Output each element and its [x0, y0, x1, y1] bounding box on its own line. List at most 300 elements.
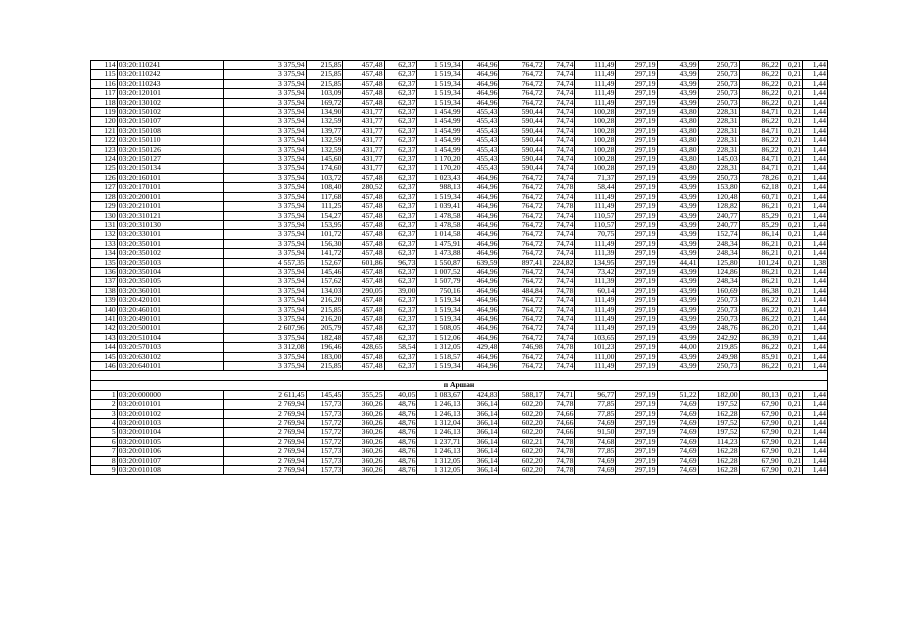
value-cell: 297,19: [616, 155, 657, 164]
value-cell: 62,37: [384, 183, 417, 192]
value-cell: 764,72: [499, 79, 544, 88]
cadastral-code-cell: 03:20:360101: [117, 286, 224, 295]
cadastral-code-cell: 03:20:110241: [117, 61, 224, 70]
value-cell: 43,99: [657, 220, 698, 229]
value-cell: 764,72: [499, 98, 544, 107]
value-cell: 464,96: [462, 314, 499, 323]
cadastral-code-cell: 03:20:510104: [117, 333, 224, 342]
value-cell: 48,76: [384, 466, 417, 475]
value-cell: 457,48: [343, 230, 384, 239]
value-cell: 71,37: [575, 173, 616, 182]
value-cell: 74,74: [544, 98, 575, 107]
value-cell: 157,73: [306, 466, 343, 475]
value-cell: 48,76: [384, 409, 417, 418]
value-cell: 215,85: [306, 362, 343, 371]
table-row: [91, 277, 828, 286]
value-cell: 1 312,04: [417, 419, 462, 428]
value-cell: 73,42: [575, 267, 616, 276]
value-cell: 86,22: [739, 70, 780, 79]
value-cell: 297,19: [616, 192, 657, 201]
value-cell: 1 237,71: [417, 437, 462, 446]
value-cell: 228,31: [698, 136, 739, 145]
value-cell: 0,21: [780, 98, 803, 107]
value-cell: 0,21: [780, 136, 803, 145]
value-cell: 355,25: [343, 390, 384, 399]
value-cell: 297,19: [616, 362, 657, 371]
value-cell: 134,90: [306, 108, 343, 117]
value-cell: 84,71: [739, 108, 780, 117]
value-cell: 74,74: [544, 296, 575, 305]
value-cell: 431,77: [343, 155, 384, 164]
cadastral-code-cell: 03:20:010104: [117, 428, 224, 437]
value-cell: 86,39: [739, 333, 780, 342]
table-row: [91, 249, 828, 258]
value-cell: 43,80: [657, 108, 698, 117]
value-cell: 457,48: [343, 296, 384, 305]
value-cell: 0,21: [780, 164, 803, 173]
table-row: [91, 211, 828, 220]
row-number-cell: 6: [91, 437, 118, 446]
value-cell: 62,37: [384, 136, 417, 145]
value-cell: 1,44: [803, 61, 828, 70]
row-number-cell: 9: [91, 466, 118, 475]
table-row: [91, 428, 828, 437]
value-cell: 297,19: [616, 202, 657, 211]
value-cell: 764,72: [499, 277, 544, 286]
value-cell: 0,21: [780, 239, 803, 248]
value-cell: 764,72: [499, 305, 544, 314]
value-cell: 602,20: [499, 456, 544, 465]
value-cell: 48,76: [384, 447, 417, 456]
value-cell: 1 246,13: [417, 447, 462, 456]
value-cell: 602,20: [499, 419, 544, 428]
value-cell: 1 519,34: [417, 70, 462, 79]
value-cell: 228,31: [698, 145, 739, 154]
value-cell: 464,96: [462, 362, 499, 371]
value-cell: 360,26: [343, 447, 384, 456]
value-cell: 297,19: [616, 173, 657, 182]
cadastral-code-cell: 03:20:130102: [117, 98, 224, 107]
value-cell: 639,59: [462, 258, 499, 267]
value-cell: 43,99: [657, 202, 698, 211]
table-row: [91, 324, 828, 333]
value-cell: 205,79: [306, 324, 343, 333]
value-cell: 86,20: [739, 324, 780, 333]
value-cell: 132,59: [306, 117, 343, 126]
value-cell: 62,37: [384, 126, 417, 135]
row-number-cell: 146: [91, 362, 118, 371]
value-cell: 197,52: [698, 419, 739, 428]
value-cell: 1,44: [803, 117, 828, 126]
row-number-cell: 116: [91, 79, 118, 88]
value-cell: 290,05: [343, 286, 384, 295]
value-cell: 1,44: [803, 267, 828, 276]
value-cell: 85,29: [739, 211, 780, 220]
value-cell: 297,19: [616, 343, 657, 352]
value-cell: 74,74: [544, 333, 575, 342]
blank-row: [91, 371, 828, 380]
value-cell: 74,68: [575, 437, 616, 446]
table-row: [91, 145, 828, 154]
value-cell: 3 375,94: [224, 192, 306, 201]
value-cell: 111,49: [575, 70, 616, 79]
value-cell: 110,57: [575, 211, 616, 220]
value-cell: 366,14: [462, 456, 499, 465]
value-cell: 100,28: [575, 108, 616, 117]
cadastral-code-cell: 03:20:420101: [117, 296, 224, 305]
cadastral-code-cell: 03:20:010101: [117, 400, 224, 409]
value-cell: 366,14: [462, 437, 499, 446]
value-cell: 297,19: [616, 239, 657, 248]
value-cell: 182,00: [698, 390, 739, 399]
cadastral-code-cell: 03:20:110242: [117, 70, 224, 79]
value-cell: 464,96: [462, 220, 499, 229]
cadastral-code-cell: 03:20:460101: [117, 305, 224, 314]
cadastral-code-cell: 03:20:150127: [117, 155, 224, 164]
value-cell: 1,44: [803, 183, 828, 192]
value-cell: 764,72: [499, 249, 544, 258]
value-cell: 62,37: [384, 296, 417, 305]
value-cell: 91,50: [575, 428, 616, 437]
value-cell: 111,49: [575, 239, 616, 248]
value-cell: 62,37: [384, 108, 417, 117]
value-cell: 67,90: [739, 447, 780, 456]
value-cell: 602,20: [499, 400, 544, 409]
value-cell: 86,22: [739, 314, 780, 323]
value-cell: 0,21: [780, 296, 803, 305]
value-cell: 117,68: [306, 192, 343, 201]
value-cell: 162,28: [698, 409, 739, 418]
value-cell: 60,14: [575, 286, 616, 295]
value-cell: 1 518,57: [417, 352, 462, 361]
value-cell: 3 375,94: [224, 249, 306, 258]
value-cell: 74,69: [657, 400, 698, 409]
cadastral-code-cell: 03:20:010102: [117, 409, 224, 418]
value-cell: 297,19: [616, 400, 657, 409]
cadastral-code-cell: 03:20:200101: [117, 192, 224, 201]
value-cell: 0,21: [780, 61, 803, 70]
value-cell: 108,40: [306, 183, 343, 192]
value-cell: 1,44: [803, 390, 828, 399]
value-cell: 62,37: [384, 211, 417, 220]
table-row: [91, 220, 828, 229]
cadastral-code-cell: 03:20:120101: [117, 89, 224, 98]
table-row: [91, 183, 828, 192]
value-cell: 1,44: [803, 202, 828, 211]
value-cell: 74,69: [657, 447, 698, 456]
value-cell: 62,37: [384, 79, 417, 88]
cadastral-code-cell: 03:20:310130: [117, 220, 224, 229]
value-cell: 145,45: [306, 390, 343, 399]
value-cell: 67,90: [739, 456, 780, 465]
value-cell: 39,00: [384, 286, 417, 295]
value-cell: 74,69: [575, 456, 616, 465]
value-cell: 464,96: [462, 183, 499, 192]
row-number-cell: 133: [91, 239, 118, 248]
value-cell: 80,13: [739, 390, 780, 399]
value-cell: 366,14: [462, 466, 499, 475]
value-cell: 431,77: [343, 145, 384, 154]
value-cell: 3 375,94: [224, 352, 306, 361]
value-cell: 0,21: [780, 409, 803, 418]
value-cell: 86,22: [739, 145, 780, 154]
row-number-cell: 125: [91, 164, 118, 173]
table-row: [91, 126, 828, 135]
table-row: [91, 343, 828, 352]
value-cell: 3 375,94: [224, 155, 306, 164]
table-row: [91, 437, 828, 446]
value-cell: 152,67: [306, 258, 343, 267]
table-row: [91, 192, 828, 201]
value-cell: 139,77: [306, 126, 343, 135]
value-cell: 215,85: [306, 305, 343, 314]
table-row: [91, 258, 828, 267]
value-cell: 1,44: [803, 400, 828, 409]
value-cell: 1 170,20: [417, 155, 462, 164]
table-row: [91, 390, 828, 399]
value-cell: 60,71: [739, 192, 780, 201]
value-cell: 360,26: [343, 456, 384, 465]
value-cell: 43,99: [657, 305, 698, 314]
cadastral-code-cell: 03:20:350102: [117, 249, 224, 258]
value-cell: 764,72: [499, 173, 544, 182]
value-cell: 464,96: [462, 61, 499, 70]
value-cell: 216,20: [306, 296, 343, 305]
row-number-cell: 128: [91, 192, 118, 201]
value-cell: 297,19: [616, 89, 657, 98]
value-cell: 431,77: [343, 108, 384, 117]
value-cell: 1 454,99: [417, 136, 462, 145]
value-cell: 74,74: [544, 192, 575, 201]
value-cell: 100,28: [575, 126, 616, 135]
value-cell: 457,48: [343, 324, 384, 333]
value-cell: 67,90: [739, 437, 780, 446]
value-cell: 0,21: [780, 343, 803, 352]
value-cell: 0,21: [780, 220, 803, 229]
row-number-cell: 130: [91, 211, 118, 220]
value-cell: 457,48: [343, 61, 384, 70]
table-row: [91, 230, 828, 239]
value-cell: 86,21: [739, 202, 780, 211]
value-cell: 764,72: [499, 230, 544, 239]
value-cell: 1,44: [803, 305, 828, 314]
value-cell: 145,60: [306, 155, 343, 164]
value-cell: 297,19: [616, 61, 657, 70]
value-cell: 0,21: [780, 428, 803, 437]
value-cell: 464,96: [462, 286, 499, 295]
value-cell: 62,37: [384, 164, 417, 173]
value-cell: 1,44: [803, 249, 828, 258]
value-cell: 2 769,94: [224, 428, 306, 437]
value-cell: 111,49: [575, 79, 616, 88]
value-cell: 74,74: [544, 61, 575, 70]
value-cell: 366,14: [462, 400, 499, 409]
value-cell: 1 478,58: [417, 220, 462, 229]
value-cell: 197,52: [698, 428, 739, 437]
value-cell: 77,85: [575, 447, 616, 456]
cadastral-code-cell: 03:20:500101: [117, 324, 224, 333]
value-cell: 43,99: [657, 61, 698, 70]
value-cell: 100,28: [575, 164, 616, 173]
tariff-table-sheet: [90, 60, 828, 475]
table-row: [91, 70, 828, 79]
value-cell: 51,22: [657, 390, 698, 399]
value-cell: 1 023,43: [417, 173, 462, 182]
value-cell: 297,19: [616, 277, 657, 286]
value-cell: 84,71: [739, 164, 780, 173]
value-cell: 157,73: [306, 400, 343, 409]
value-cell: 74,74: [544, 352, 575, 361]
value-cell: 366,14: [462, 428, 499, 437]
value-cell: 174,60: [306, 164, 343, 173]
value-cell: 601,86: [343, 258, 384, 267]
value-cell: 3 375,94: [224, 183, 306, 192]
value-cell: 464,96: [462, 249, 499, 258]
row-number-cell: 135: [91, 258, 118, 267]
value-cell: 0,21: [780, 79, 803, 88]
value-cell: 242,92: [698, 333, 739, 342]
value-cell: 43,99: [657, 286, 698, 295]
value-cell: 1 312,05: [417, 343, 462, 352]
value-cell: 240,77: [698, 211, 739, 220]
value-cell: 1,44: [803, 98, 828, 107]
value-cell: 224,82: [544, 258, 575, 267]
value-cell: 429,48: [462, 343, 499, 352]
value-cell: 86,22: [739, 343, 780, 352]
value-cell: 1,44: [803, 145, 828, 154]
value-cell: 1 519,34: [417, 79, 462, 88]
table-row: [91, 155, 828, 164]
cadastral-code-cell: 03:20:350103: [117, 258, 224, 267]
value-cell: 464,96: [462, 333, 499, 342]
cadastral-code-cell: 03:20:150102: [117, 108, 224, 117]
value-cell: 74,74: [544, 220, 575, 229]
value-cell: 48,76: [384, 437, 417, 446]
value-cell: 43,99: [657, 98, 698, 107]
value-cell: 74,74: [544, 211, 575, 220]
value-cell: 1,44: [803, 108, 828, 117]
value-cell: 464,96: [462, 70, 499, 79]
value-cell: 0,21: [780, 202, 803, 211]
cadastral-code-cell: 03:20:150126: [117, 145, 224, 154]
table-row: [91, 362, 828, 371]
value-cell: 43,99: [657, 70, 698, 79]
value-cell: 464,96: [462, 79, 499, 88]
table-row: [91, 352, 828, 361]
value-cell: 3 375,94: [224, 305, 306, 314]
value-cell: 590,44: [499, 145, 544, 154]
row-number-cell: 139: [91, 296, 118, 305]
value-cell: 62,37: [384, 267, 417, 276]
value-cell: 464,96: [462, 202, 499, 211]
value-cell: 86,22: [739, 117, 780, 126]
row-number-cell: 118: [91, 98, 118, 107]
value-cell: 248,76: [698, 324, 739, 333]
value-cell: 464,96: [462, 277, 499, 286]
value-cell: 111,49: [575, 89, 616, 98]
value-cell: 3 375,94: [224, 117, 306, 126]
row-number-cell: 8: [91, 456, 118, 465]
row-number-cell: 123: [91, 145, 118, 154]
value-cell: 2 611,45: [224, 390, 306, 399]
value-cell: 1 246,13: [417, 409, 462, 418]
table-row: [91, 136, 828, 145]
value-cell: 100,28: [575, 136, 616, 145]
value-cell: 219,85: [698, 343, 739, 352]
value-cell: 464,96: [462, 239, 499, 248]
value-cell: 216,20: [306, 314, 343, 323]
value-cell: 74,78: [544, 437, 575, 446]
value-cell: 160,69: [698, 286, 739, 295]
value-cell: 3 375,94: [224, 136, 306, 145]
value-cell: 2 769,94: [224, 419, 306, 428]
value-cell: 455,43: [462, 117, 499, 126]
value-cell: 602,20: [499, 447, 544, 456]
value-cell: 67,90: [739, 400, 780, 409]
value-cell: 100,28: [575, 117, 616, 126]
value-cell: 43,99: [657, 192, 698, 201]
section-header-row: [91, 380, 828, 390]
value-cell: 3 375,94: [224, 173, 306, 182]
value-cell: 86,21: [739, 239, 780, 248]
value-cell: 100,28: [575, 145, 616, 154]
value-cell: 1 507,79: [417, 277, 462, 286]
value-cell: 215,85: [306, 70, 343, 79]
value-cell: 764,72: [499, 89, 544, 98]
value-cell: 103,09: [306, 89, 343, 98]
value-cell: 77,85: [575, 400, 616, 409]
value-cell: 248,34: [698, 239, 739, 248]
value-cell: 40,05: [384, 390, 417, 399]
value-cell: 111,49: [575, 98, 616, 107]
value-cell: 0,21: [780, 155, 803, 164]
table-row: [91, 419, 828, 428]
value-cell: 74,74: [544, 164, 575, 173]
value-cell: 3 375,94: [224, 145, 306, 154]
value-cell: 74,78: [544, 456, 575, 465]
value-cell: 3 375,94: [224, 126, 306, 135]
value-cell: 96,77: [575, 390, 616, 399]
cadastral-code-cell: 03:20:570103: [117, 343, 224, 352]
value-cell: 3 375,94: [224, 296, 306, 305]
value-cell: 43,80: [657, 117, 698, 126]
value-cell: 74,74: [544, 314, 575, 323]
value-cell: 134,95: [575, 258, 616, 267]
value-cell: 1 478,58: [417, 211, 462, 220]
table-row: [91, 409, 828, 418]
row-number-cell: 136: [91, 267, 118, 276]
value-cell: 157,62: [306, 277, 343, 286]
value-cell: 1,44: [803, 173, 828, 182]
value-cell: 3 375,94: [224, 211, 306, 220]
value-cell: 58,44: [575, 183, 616, 192]
table-row: [91, 108, 828, 117]
value-cell: 111,39: [575, 277, 616, 286]
value-cell: 1 454,99: [417, 126, 462, 135]
value-cell: 43,80: [657, 145, 698, 154]
value-cell: 3 375,94: [224, 164, 306, 173]
value-cell: 1 519,34: [417, 89, 462, 98]
value-cell: 74,74: [544, 362, 575, 371]
value-cell: 457,48: [343, 314, 384, 323]
value-cell: 764,72: [499, 314, 544, 323]
value-cell: 43,99: [657, 333, 698, 342]
value-cell: 1,44: [803, 239, 828, 248]
value-cell: 464,96: [462, 98, 499, 107]
value-cell: 0,21: [780, 390, 803, 399]
value-cell: 297,19: [616, 108, 657, 117]
value-cell: 183,00: [306, 352, 343, 361]
